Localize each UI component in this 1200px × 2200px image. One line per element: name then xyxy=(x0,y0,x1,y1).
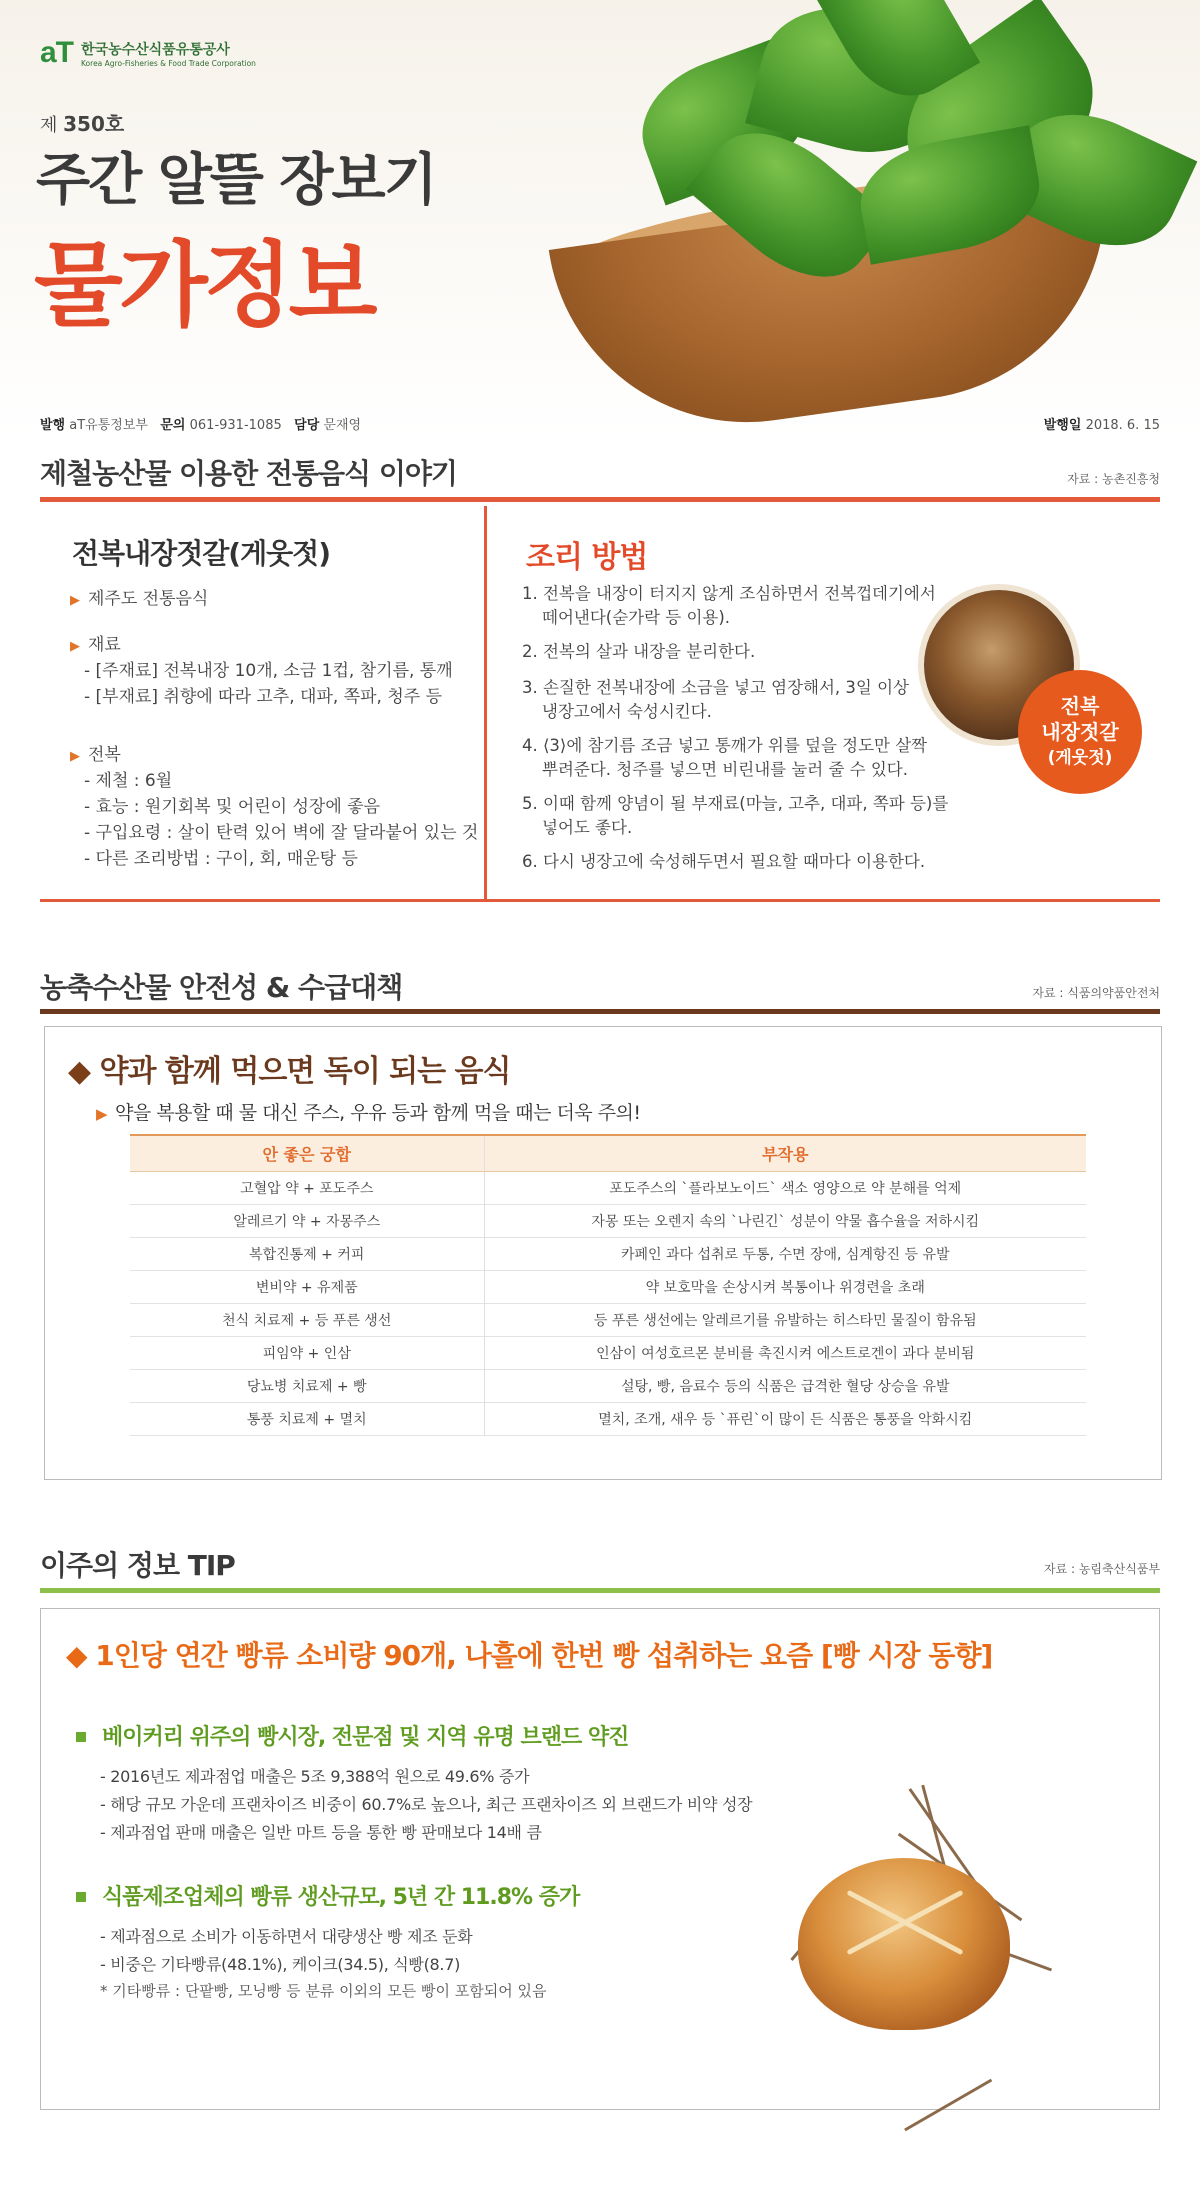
table-row xyxy=(130,1270,1086,1303)
dish-name: 전복내장젓갈(게웃젓) xyxy=(72,537,331,570)
logo-mark: aT xyxy=(40,36,74,69)
issue-number xyxy=(40,108,124,137)
section3-subheading: 베이커리 위주의 빵시장, 전문점 및 지역 유명 브랜드 약진 xyxy=(102,1725,629,1750)
list-item: - 2016년도 제과점업 매출은 5조 9,388억 원으로 49.6% 증가 xyxy=(100,1767,530,1786)
newsletter-title: 주간 알뜰 장보기 xyxy=(36,148,436,213)
dish-badge xyxy=(1018,670,1142,794)
cooking-step xyxy=(522,792,949,840)
ingredient-main: - [주재료] 전복내장 10개, 소금 1컵, 참기름, 통깨 xyxy=(84,661,453,681)
section1-rule xyxy=(40,497,1160,502)
publisher-info xyxy=(40,414,361,433)
section2-title: 농축수산물 안전성 & 수급대책 xyxy=(40,971,403,1004)
abalone-label: 전복 xyxy=(88,745,121,765)
triangle-bullet-icon: ▶ xyxy=(70,639,80,654)
table-row xyxy=(130,1369,1086,1402)
table-cell: 설탕, 빵, 음료수 등의 식품은 급격한 혈당 상승을 유발 xyxy=(484,1369,1086,1402)
triangle-bullet-icon: ▶ xyxy=(70,593,80,608)
table-cell: 약 보호막을 손상시켜 복통이나 위경련을 초래 xyxy=(484,1270,1086,1303)
section3-title: 이주의 정보 TIP xyxy=(40,1549,235,1582)
step-line: 넣어도 좋다. xyxy=(542,818,633,837)
issue-prefix: 제 xyxy=(40,115,58,136)
section3-subheading: 식품제조업체의 빵류 생산규모, 5년 간 11.8% 증가 xyxy=(102,1885,580,1910)
step-line: 1. 전복을 내장이 터지지 않게 조심하면서 전복껍데기에서 xyxy=(522,584,936,603)
table-cell: 고혈압 약 + 포도주스 xyxy=(130,1171,484,1204)
table-cell: 알레르기 약 + 자몽주스 xyxy=(130,1204,484,1237)
section2-heading xyxy=(68,1046,511,1090)
section2-heading-text: 약과 함께 먹으면 독이 되는 음식 xyxy=(99,1054,511,1089)
step-line: 냉장고에서 숙성시킨다. xyxy=(542,702,712,721)
food-drug-table xyxy=(130,1134,1086,1436)
cooking-title: 조리 방법 xyxy=(526,540,648,575)
step-line: 3. 손질한 전복내장에 소금을 넣고 염장해서, 3일 이상 xyxy=(522,678,909,697)
section3-rule xyxy=(40,1588,1160,1593)
publisher-value: aT유통정보부 xyxy=(69,418,148,433)
date-label: 발행일 xyxy=(1043,418,1082,433)
table-cell: 당뇨병 치료제 + 빵 xyxy=(130,1369,484,1402)
footnote: * 기타빵류 : 단팥빵, 모닝빵 등 분류 이외의 모든 빵이 포함되어 있음 xyxy=(100,1982,547,2000)
table-cell: 변비약 + 유제품 xyxy=(130,1270,484,1303)
logo-english-name: Korea Agro-Fisheries & Food Trade Corporation xyxy=(81,58,256,68)
table-header: 부작용 xyxy=(484,1135,1086,1171)
section3-source: 자료 : 농림축산식품부 xyxy=(1043,1562,1160,1576)
cooking-step xyxy=(522,850,926,874)
cooking-step xyxy=(522,640,902,664)
table-cell: 피임약 + 인삼 xyxy=(130,1336,484,1369)
badge-line: 전복 xyxy=(1060,694,1100,718)
triangle-bullet-icon: ▶ xyxy=(70,749,80,764)
contact-value: 061-931-1085 xyxy=(189,418,282,433)
section1-source: 자료 : 농촌진흥청 xyxy=(1067,472,1160,486)
section1-title: 제철농산물 이용한 전통음식 이야기 xyxy=(40,457,457,490)
contact-label: 문의 xyxy=(160,418,186,433)
square-bullet-icon xyxy=(76,1892,86,1902)
ingredients-label: 재료 xyxy=(88,635,121,655)
header-banner xyxy=(0,0,1200,440)
publisher-label: 발행 xyxy=(40,418,66,433)
abalone-fact: - 효능 : 원기회복 및 어린이 성장에 좋음 xyxy=(84,797,381,817)
cooking-step xyxy=(522,676,909,724)
section2-subheading xyxy=(96,1098,641,1125)
table-cell: 통풍 치료제 + 멸치 xyxy=(130,1402,484,1435)
step-line: 4. ⟨3⟩에 참기름 조금 넣고 통깨가 위를 덮을 정도만 살짝 xyxy=(522,736,928,755)
bread-loaf xyxy=(798,1858,1010,2030)
ingredient-sub: - [부재료] 취향에 따라 고추, 대파, 쪽파, 청주 등 xyxy=(84,687,443,707)
logo xyxy=(40,36,256,70)
square-bullet-icon xyxy=(76,1732,86,1742)
list-item: - 해당 규모 가운데 프랜차이즈 비중이 60.7%로 높으나, 최근 프랜차이즈 외 브랜드가 비약 성장 xyxy=(100,1795,753,1814)
step-line: 뿌려준다. 청주를 넣으면 비린내를 눌러 줄 수 있다. xyxy=(542,760,908,779)
diamond-icon: ◆ xyxy=(68,1054,91,1089)
triangle-bullet-icon: ▶ xyxy=(96,1105,108,1123)
table-header-row xyxy=(130,1135,1086,1171)
table-cell: 천식 치료제 + 등 푸른 생선 xyxy=(130,1303,484,1336)
section3-heading xyxy=(66,1634,992,1674)
ingredients-item xyxy=(70,630,121,655)
abalone-fact: - 다른 조리방법 : 구이, 회, 매운탕 등 xyxy=(84,849,358,869)
section3-heading-text: 1인당 연간 빵류 소비량 90개, 나흘에 한번 빵 섭취하는 요즘 [빵 시장 동향] xyxy=(95,1639,993,1672)
newsletter-main-title: 물가정보 xyxy=(34,232,374,339)
table-row xyxy=(130,1171,1086,1204)
section2-subheading-text: 약을 복용할 때 물 대신 주스, 우유 등과 함께 먹을 때는 더욱 주의! xyxy=(115,1102,641,1124)
table-row xyxy=(130,1303,1086,1336)
section1-divider xyxy=(484,506,487,902)
step-line: 5. 이때 함께 양념이 될 부재료(마늘, 고추, 대파, 쪽파 등)를 xyxy=(522,794,949,813)
table-row xyxy=(130,1204,1086,1237)
table-row xyxy=(130,1237,1086,1270)
list-item: - 비중은 기타빵류(48.1%), 케이크(34.5), 식빵(8.7) xyxy=(100,1955,461,1974)
table-cell: 카페인 과다 섭취로 두통, 수면 장애, 심계항진 등 유발 xyxy=(484,1237,1086,1270)
logo-korean-name: 한국농수산식품유통공사 xyxy=(81,41,230,58)
table-cell: 인삼이 여성호르몬 분비를 촉진시켜 에스트로겐이 과다 분비됨 xyxy=(484,1336,1086,1369)
step-line: 6. 다시 냉장고에 숙성해두면서 필요할 때마다 이용한다. xyxy=(522,852,926,871)
abalone-fact: - 제철 : 6월 xyxy=(84,771,173,791)
table-cell: 자몽 또는 오렌지 속의 `나린긴` 성분이 약물 흡수율을 저하시킴 xyxy=(484,1204,1086,1237)
step-line: 2. 전복의 살과 내장을 분리한다. xyxy=(522,642,756,661)
diamond-icon: ◆ xyxy=(66,1639,87,1672)
table-row xyxy=(130,1336,1086,1369)
publish-date xyxy=(1044,414,1160,433)
manager-value: 문재영 xyxy=(323,418,362,433)
table-row xyxy=(130,1402,1086,1435)
abalone-item xyxy=(70,740,121,765)
table-cell: 멸치, 조개, 새우 등 `퓨린`이 많이 든 식품은 통풍을 악화시킴 xyxy=(484,1402,1086,1435)
cooking-step xyxy=(522,734,928,782)
badge-line: 내장젓갈 xyxy=(1041,720,1119,744)
cooking-step xyxy=(522,582,936,630)
section3-box xyxy=(40,1608,1160,2110)
origin-text: 제주도 전통음식 xyxy=(88,589,209,609)
list-item: - 제과점업 판매 매출은 일반 마트 등을 통한 빵 판매보다 14배 큼 xyxy=(100,1823,542,1842)
origin-item xyxy=(70,584,208,609)
section2-rule xyxy=(40,1009,1160,1014)
table-cell: 복합진통제 + 커피 xyxy=(130,1237,484,1270)
badge-line: (게웃젓) xyxy=(1047,748,1113,768)
table-cell: 포도주스의 `플라보노이드` 색소 영양으로 약 분해를 억제 xyxy=(484,1171,1086,1204)
manager-label: 담당 xyxy=(294,418,320,433)
step-line: 떼어낸다(숟가락 등 이용). xyxy=(542,608,730,627)
table-cell: 등 푸른 생선에는 알레르기를 유발하는 히스타민 물질이 함유됨 xyxy=(484,1303,1086,1336)
section2-source: 자료 : 식품의약품안전처 xyxy=(1032,986,1160,1000)
issue-value: 350호 xyxy=(63,112,125,136)
abalone-fact: - 구입요령 : 살이 탄력 있어 벽에 잘 달라붙어 있는 것 xyxy=(84,823,479,843)
table-header: 안 좋은 궁합 xyxy=(130,1135,484,1171)
list-item: - 제과점으로 소비가 이동하면서 대량생산 빵 제조 둔화 xyxy=(100,1927,473,1946)
date-value: 2018. 6. 15 xyxy=(1085,418,1160,433)
